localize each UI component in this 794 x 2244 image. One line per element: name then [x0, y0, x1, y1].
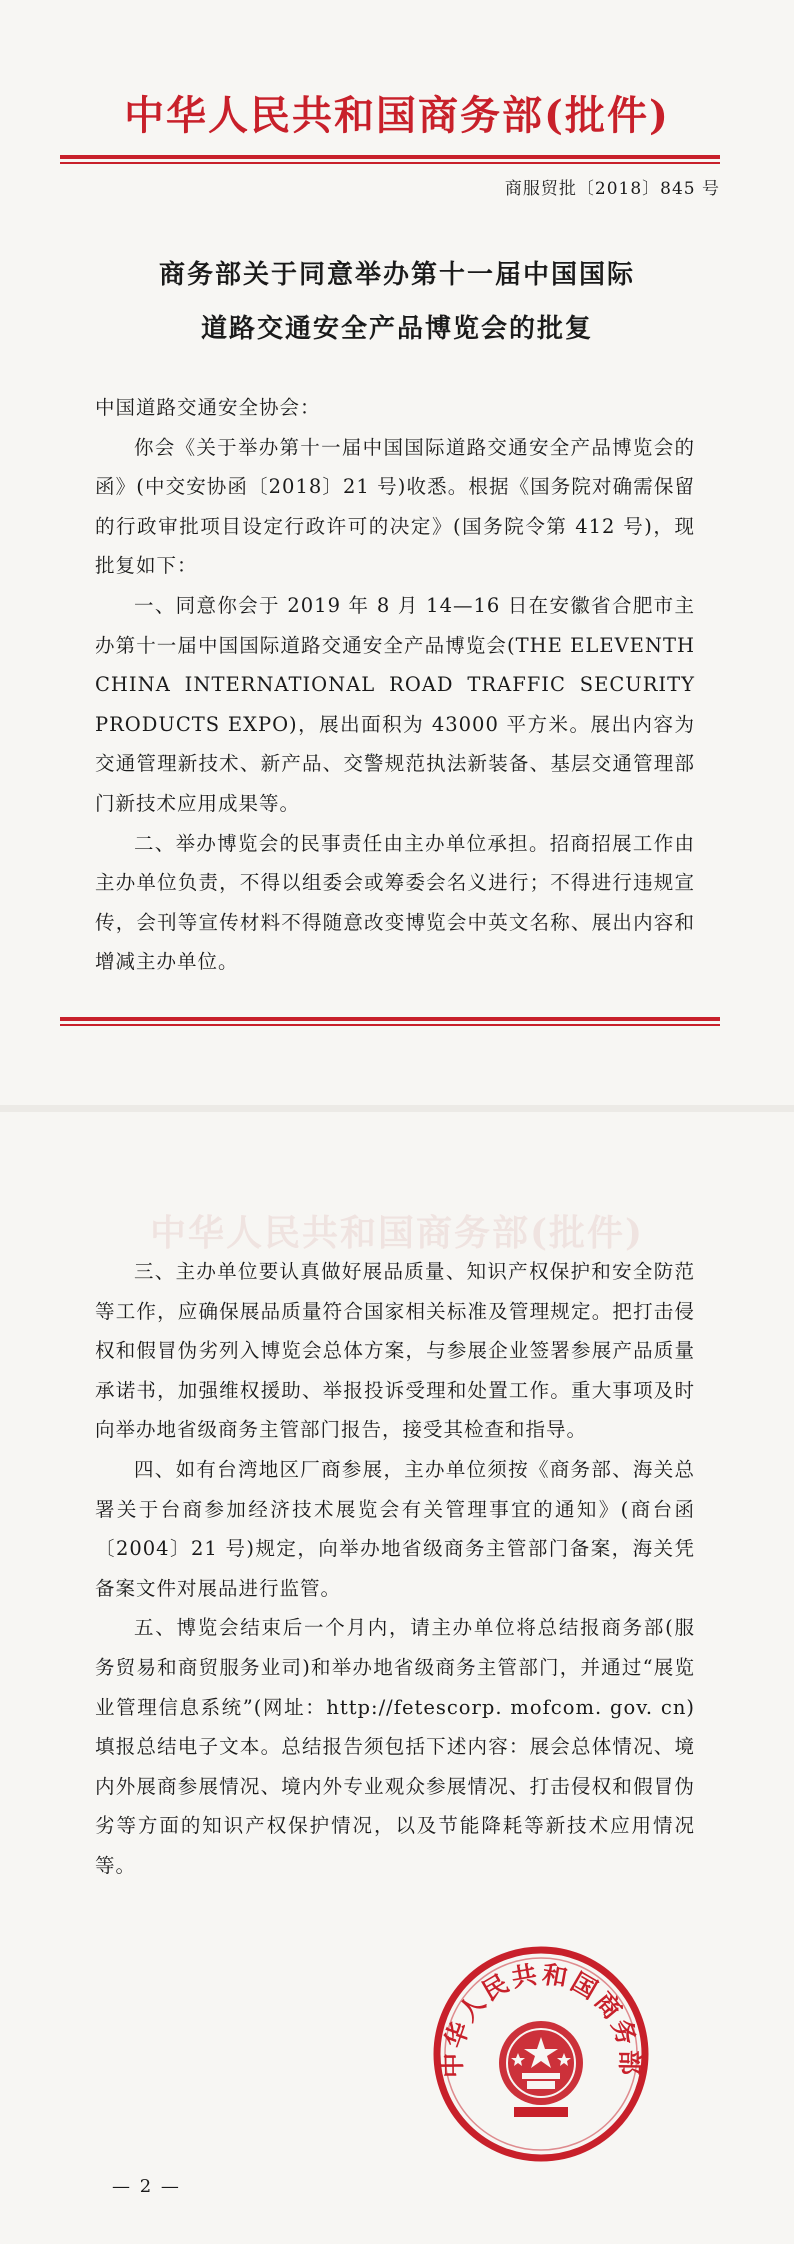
- page-number: — 2 —: [112, 2176, 181, 2197]
- document-number: 商服贸批〔2018〕845 号: [504, 179, 720, 199]
- bleed-through-header: 中华人民共和国商务部(批件): [149, 1212, 645, 1254]
- paragraph-item-3: 三、主办单位要认真做好展品质量、知识产权保护和安全防范等工作，应确保展品质量符合国家相关标准及管理规定。把打击侵权和假冒伪劣列入博览会总体方案，与参展企业签署参展产品质量承诺书，加强维权援助、举报投诉受理和处置工作。重大事项及时向举办地省级商务主管部门报告，接受其检查和指导。: [95, 1260, 695, 1442]
- national-emblem-icon: [499, 2021, 583, 2117]
- seal-text: 中华人民共和国商务部: [437, 1959, 645, 2079]
- addressee: 中国道路交通安全协会：: [95, 396, 321, 419]
- paragraph-intro: 你会《关于举办第十一届中国国际道路交通安全产品博览会的函》(中交安协函〔2018〕21 号)收悉。根据《国务院对确需保留的行政审批项目设定行政许可的决定》(国务院令第 412 号)，现批复如下：: [95, 435, 695, 578]
- header-divider-thick: [60, 155, 720, 159]
- footer-divider-thick: [60, 1017, 720, 1021]
- header-divider-thin: [60, 162, 720, 164]
- official-seal-icon: [432, 1945, 650, 2163]
- paragraph-item-5: 五、博览会结束后一个月内，请主办单位将总结报商务部(服务贸易和商贸服务业司)和举办地省级商务主管部门，并通过“展览业管理信息系统”(网址：http://fetescorp. mofcom. gov. cn)填报总结电子文本。总结报告须包括下述内容：展会总体情况、境内外展商参展情况、境内外专业观众参展情况、打击侵权和假冒伪劣等方面的知识产权保护情况，以及节能降耗等新技术应用情况等。: [95, 1616, 695, 1877]
- document-title-line-2: 道路交通安全产品博览会的批复: [200, 314, 593, 344]
- document-title-line-1: 商务部关于同意举办第十一届中国国际: [158, 260, 635, 290]
- footer-divider-thin: [60, 1024, 720, 1026]
- page-1-body: [95, 388, 695, 982]
- paragraph-item-1: 一、同意你会于 2019 年 8 月 14—16 日在安徽省合肥市主办第十一届中国国际道路交通安全产品博览会(THE ELEVENTH CHINA INTERNATIONAL ROAD TRAFFIC SECURITY PRODUCTS EXPO)，展出面积为 43000 平方米。展出内容为交通管理新技术、新产品、交警规范执法新装备、基层交通管理部门新技术应用成果等。: [95, 593, 695, 815]
- paragraph-item-4: 四、如有台湾地区厂商参展，主办单位须按《商务部、海关总署关于台商参加经济技术展览会有关管理事宜的通知》(商台函〔2004〕21 号)规定，向举办地省级商务主管部门备案，海关凭备案文件对展品进行监管。: [95, 1457, 695, 1600]
- page-2-body: [95, 1252, 695, 1886]
- document-header-title: 中华人民共和国商务部(批件): [124, 92, 670, 139]
- paragraph-item-2: 二、举办博览会的民事责任由主办单位承担。招商招展工作由主办单位负责，不得以组委会或筹委会名义进行；不得进行违规宣传，会刊等宣传材料不得随意改变博览会中英文名称、展出内容和增减主办单位。: [95, 831, 695, 974]
